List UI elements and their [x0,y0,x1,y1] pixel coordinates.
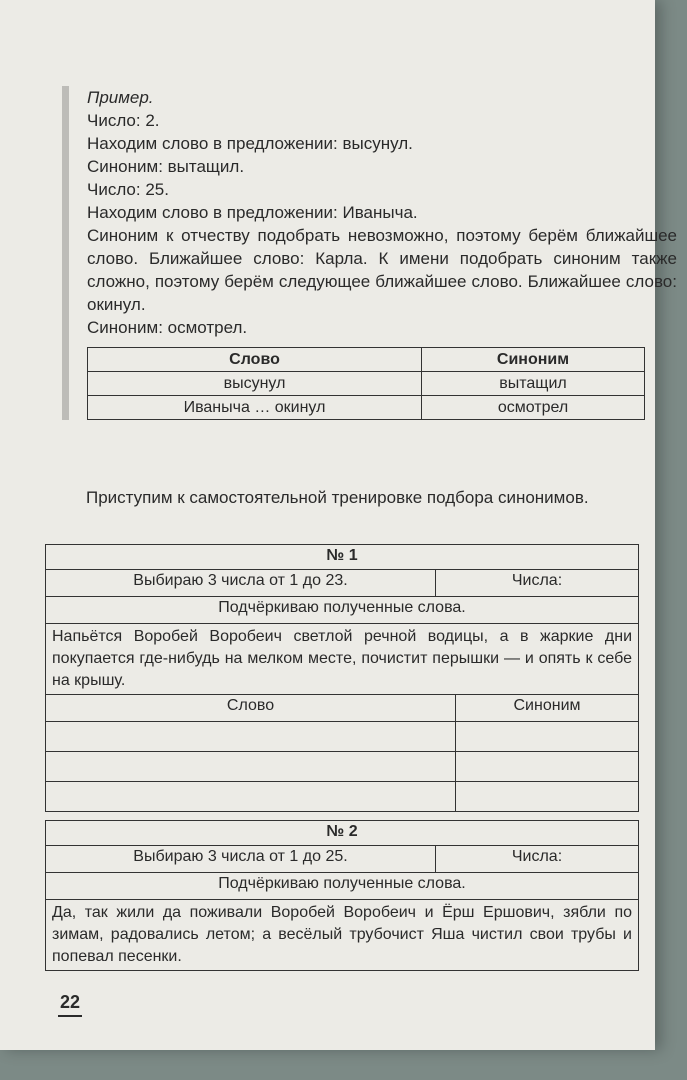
synonym-answer-cell[interactable] [456,722,638,751]
column-header-word: Слово [88,348,422,372]
table-row [46,782,638,811]
example-line: Находим слово в предложении: Иваныча. [87,203,418,222]
task-text: Да, так жили да поживали Воробей Воробеич и Ёрш Ершович, зябли по зимам, радовались летом; а весёлый трубочист Яша чистил свои трубы и попевал песенки. [52,904,632,965]
word-answer-cell[interactable] [46,752,456,781]
page-number: 22 [58,992,82,1017]
table-row [46,722,638,752]
table-row [46,752,638,782]
column-header-synonym: Синоним [422,348,645,372]
intro-text: Приступим к самостоятельной тренировке подбора синонимов. [86,488,589,507]
example-heading: Пример. [87,88,154,107]
synonym-cell: вытащил [422,372,645,396]
task-instruction: Выбираю 3 числа от 1 до 25. [46,846,436,872]
example-block [62,86,677,420]
word-cell: высунул [88,372,422,396]
task-2 [45,820,639,971]
numbers-field[interactable]: Числа: [511,848,563,865]
synonym-answer-cell[interactable] [456,782,638,811]
example-line: Синоним к отчеству подобрать невозможно, поэтому берём ближайшее слово. Ближайшее слово: Карла. К имени подобрать синоним также сложно, поэтому берём следующее ближайшее слово. Ближайшее слово: окинул. [87,226,677,314]
synonym-cell: осмотрел [422,396,645,420]
example-line: Число: 2. [87,111,160,130]
synonym-answer-cell[interactable] [456,752,638,781]
word-answer-cell[interactable] [46,722,456,751]
task-number: № 2 [326,823,358,840]
example-table [87,347,645,420]
task-underline-instruction: Подчёркиваю полученные слова. [218,875,466,892]
table-row [88,396,645,420]
column-header-synonym: Синоним [513,697,581,714]
task-instruction: Выбираю 3 числа от 1 до 23. [46,570,436,596]
example-line: Синоним: осмотрел. [87,318,248,337]
word-answer-cell[interactable] [46,782,456,811]
example-line: Находим слово в предложении: высунул. [87,134,413,153]
task-number: № 1 [326,547,358,564]
example-line: Синоним: вытащил. [87,157,245,176]
task-1 [45,544,639,812]
column-header-word: Слово [46,695,456,721]
task-underline-instruction: Подчёркиваю полученные слова. [218,599,466,616]
word-cell: Иваныча … окинул [88,396,422,420]
numbers-field[interactable]: Числа: [511,572,563,589]
table-row [88,372,645,396]
task-text: Напьётся Воробей Воробеич светлой речной водицы, а в жаркие дни покупается где-нибудь на мелком месте, почистит перышки — и опять к себе на крышу. [52,628,632,689]
example-line: Число: 25. [87,180,169,199]
